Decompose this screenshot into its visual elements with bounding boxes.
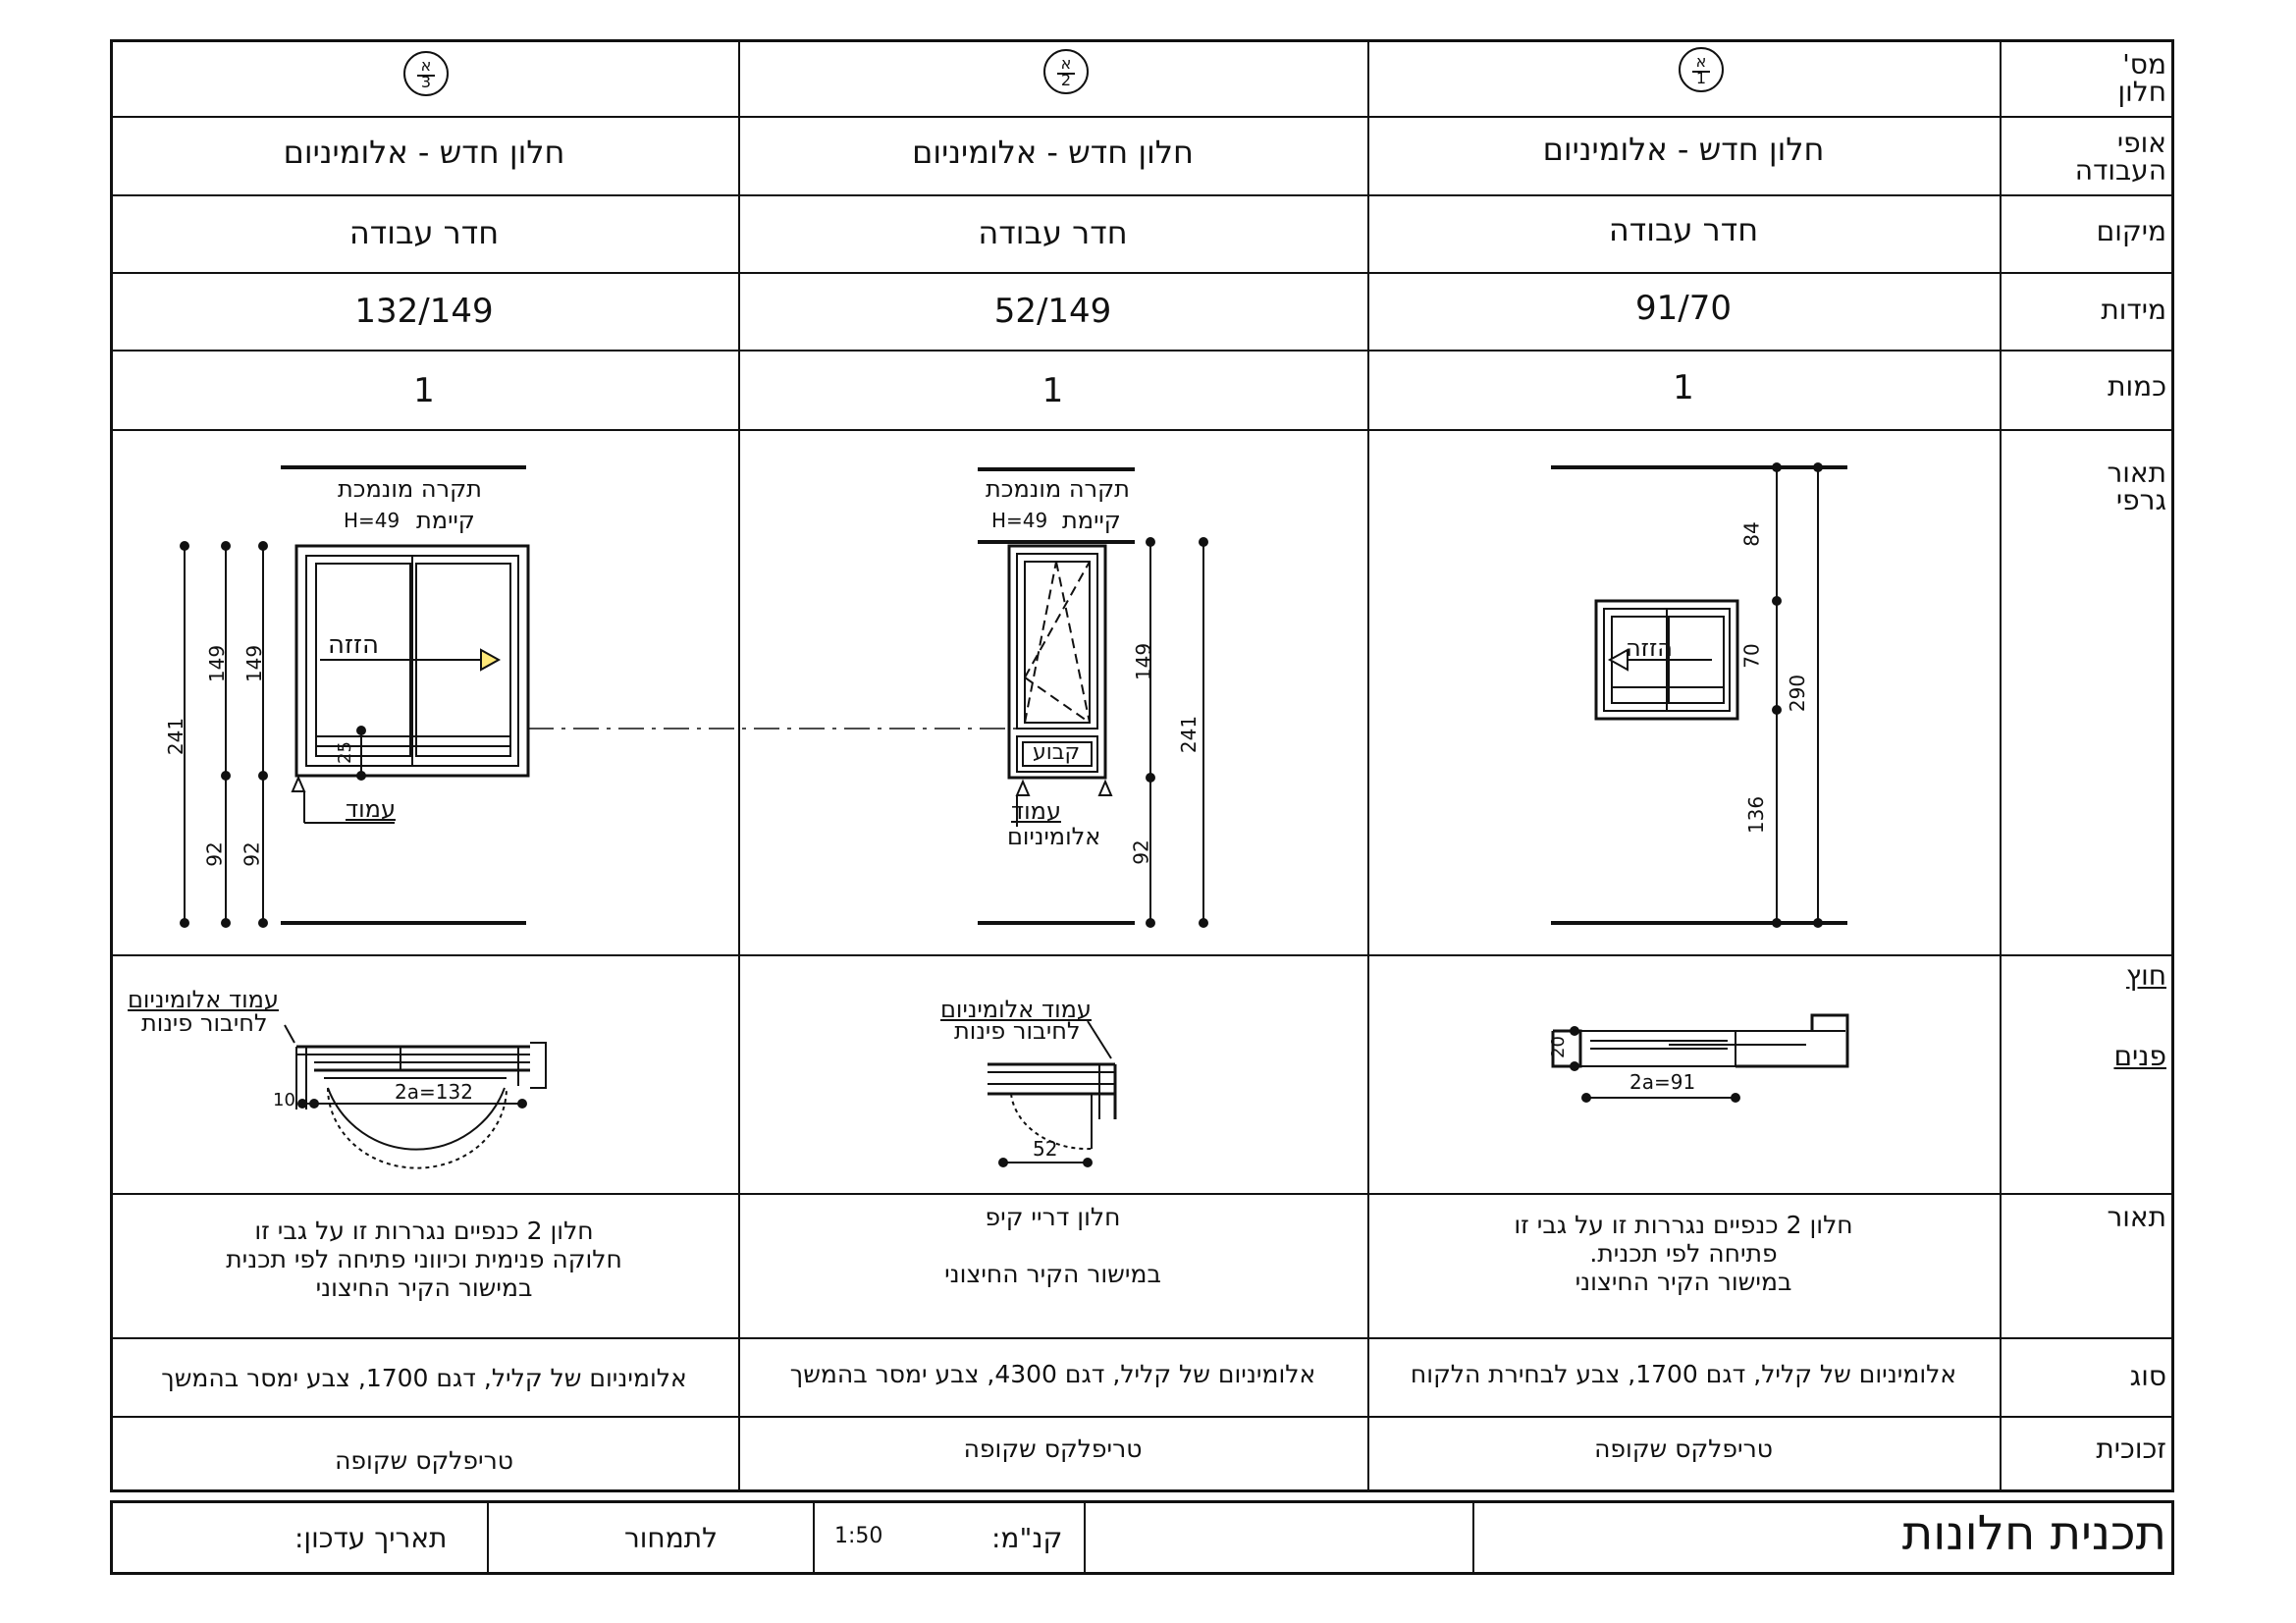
- dimensions-2: 52/149: [993, 292, 1112, 331]
- dimensions-1: 91/70: [1635, 289, 1732, 328]
- glazing-1: טריפלקס שקופה: [1594, 1434, 1773, 1463]
- glazing-3: טריפלקס שקופה: [335, 1446, 513, 1475]
- work-type-2: חלון חדש - אלומיניום: [912, 134, 1194, 171]
- w3-height-label: H=49: [344, 509, 400, 532]
- location-3: חדר עבודה: [348, 214, 500, 251]
- row-label-graphic: תאור גרפי: [2107, 457, 2166, 516]
- window-1-plan: [1553, 1015, 1847, 1098]
- w3-ceiling-label: תקרה מונמכת: [338, 475, 482, 503]
- w2-height-label: H=49: [991, 509, 1048, 532]
- type-2: אלומיניום של קליל, דגם 4300, צבע ימסר בהמשך: [789, 1360, 1316, 1388]
- window-marker-3: א 3: [403, 51, 449, 96]
- w1-dim-bottom: 136: [1744, 795, 1769, 835]
- w2-dim-149: 149: [1132, 642, 1156, 681]
- quantity-3: 1: [413, 371, 435, 410]
- quantity-1: 1: [1673, 368, 1694, 407]
- description-1: חלון 2 כנפיים נגררות זו על גבי זו פתיחה לפי תכנית. במישור הקיר החיצוני: [1514, 1211, 1853, 1296]
- type-3: אלומיניום של קליל, דגם 1700, צבע ימסר בהמשך: [161, 1364, 687, 1392]
- row-label-type: סוג: [2129, 1360, 2166, 1392]
- work-type-3: חלון חדש - אלומיניום: [283, 134, 565, 171]
- w3-dim-92b: 92: [240, 841, 264, 867]
- w1-dim-mid: 70: [1739, 643, 1764, 669]
- w1-dim-total: 290: [1786, 674, 1810, 713]
- zone-label: לתמחור: [624, 1522, 719, 1554]
- w3-plan-note-1: עמוד אלומיניום: [128, 986, 279, 1013]
- row-label-work-type: אופי העבודה: [2074, 127, 2166, 187]
- row-label-description: תאור: [2107, 1201, 2166, 1233]
- location-1: חדר עבודה: [1608, 211, 1759, 248]
- description-3: חלון 2 כנפיים נגררות זו על גבי זו חלוקה פנימית וכיווני פתיחה לפי תכנית במישור הקיר החיצוני: [226, 1217, 622, 1302]
- w1-plan-width: 2a=91: [1629, 1070, 1696, 1094]
- w3-dim-149b: 149: [242, 644, 267, 683]
- w1-dim-top: 84: [1739, 521, 1764, 547]
- location-2: חדר עבודה: [978, 214, 1128, 251]
- w3-dim-149a: 149: [205, 644, 230, 683]
- w2-column-label: עמוד: [1011, 797, 1061, 825]
- scale-label: קנ"מ:: [991, 1522, 1063, 1554]
- w3-dim-25: 25: [334, 741, 355, 764]
- dimensions-3: 132/149: [354, 292, 494, 331]
- window-marker-1: א 1: [1679, 47, 1724, 92]
- w2-ceiling-label: תקרה מונמכת: [986, 475, 1130, 503]
- w2-dim-92: 92: [1129, 839, 1153, 865]
- w2-dim-241: 241: [1177, 715, 1201, 754]
- w2-aluminum-label: אלומיניום: [1007, 823, 1101, 850]
- title-divider: [813, 1500, 815, 1575]
- glazing-2: טריפלקס שקופה: [963, 1434, 1143, 1463]
- title-divider: [1084, 1500, 1086, 1575]
- row-label-quantity: כמות: [2108, 370, 2166, 403]
- row-label-inside: פנים: [2113, 1040, 2166, 1072]
- title-divider: [487, 1500, 489, 1575]
- row-label-number: מס' חלון: [2117, 48, 2166, 108]
- w1-sliding-label: הזזה: [1626, 634, 1673, 662]
- window-marker-2: א 2: [1043, 49, 1089, 94]
- description-2: חלון דריי קיפ במישור הקיר החיצוני: [944, 1203, 1161, 1288]
- w2-existing-label: קיימת: [1062, 507, 1121, 534]
- w3-dim-92a: 92: [202, 841, 227, 867]
- type-1: אלומיניום של קליל, דגם 1700, צבע לבחירת הלקוח: [1410, 1360, 1957, 1388]
- scale-value: 1:50: [834, 1524, 883, 1548]
- w3-existing-label: קיימת: [416, 507, 475, 534]
- w2-plan-width: 52: [1033, 1137, 1058, 1161]
- title-divider: [1472, 1500, 1474, 1575]
- w1-plan-depth: 20: [1547, 1036, 1569, 1058]
- quantity-2: 1: [1041, 371, 1064, 410]
- w3-plan-offset: 10: [273, 1090, 295, 1110]
- w3-plan-width: 2a=132: [395, 1080, 473, 1104]
- w2-plan-note-2: לחיבור פינות: [954, 1017, 1081, 1045]
- row-label-glazing: זכוכית: [2096, 1433, 2166, 1465]
- row-label-outside: חוץ: [2125, 959, 2166, 992]
- row-label-dimensions: מידות: [2101, 294, 2166, 326]
- row-label-location: מיקום: [2096, 215, 2166, 247]
- w3-plan-note-2: לחיבור פינות: [141, 1009, 268, 1037]
- w3-dim-241: 241: [164, 717, 188, 756]
- drawing-title: תכנית חלונות: [1901, 1506, 2166, 1561]
- w2-plan-note-1: עמוד אלומיניום: [940, 996, 1092, 1023]
- w3-sliding-label: הזזה: [328, 630, 379, 660]
- work-type-1: חלון חדש - אלומיניום: [1542, 131, 1825, 168]
- update-date-label: תאריך עדכון:: [294, 1522, 448, 1554]
- w3-column-label: עמוד: [346, 795, 396, 823]
- w2-fixed-label: קבוע: [1033, 740, 1081, 765]
